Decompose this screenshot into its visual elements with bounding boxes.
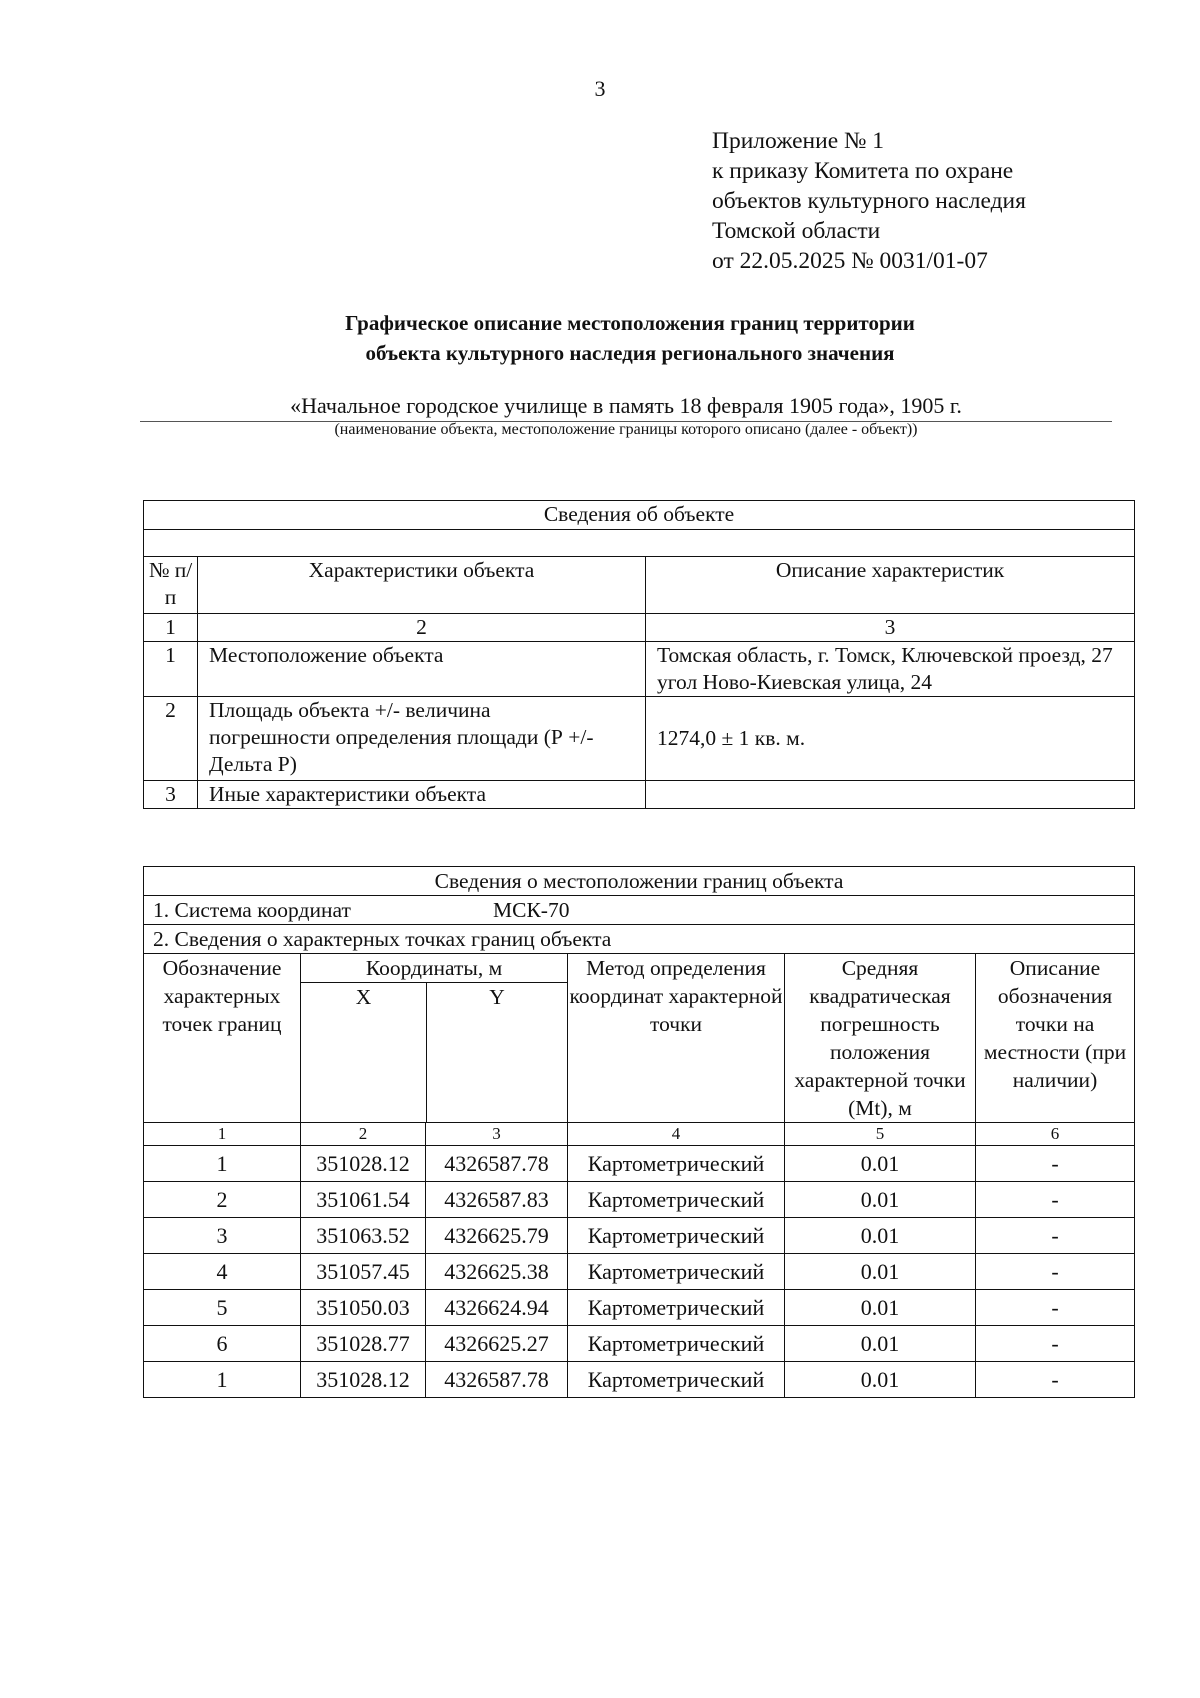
appendix-line: от 22.05.2025 № 0031/01-07 [712,248,988,274]
table-row [144,1182,1135,1218]
column-number: 3 [646,614,1135,642]
row-characteristic: Местоположение объекта [198,642,646,697]
column-number: 4 [568,1123,785,1146]
point-x: 351050.03 [301,1290,426,1326]
row-no: 3 [144,781,198,809]
table-row [144,642,1135,697]
point-description: - [976,1326,1135,1362]
header-coordinates-group [301,954,568,1123]
point-id: 5 [144,1290,301,1326]
column-number: 5 [785,1123,976,1146]
point-description: - [976,1362,1135,1398]
header-coordinates: Координаты, м [301,954,567,983]
document-title [0,308,1200,368]
column-number: 3 [426,1123,568,1146]
point-id: 4 [144,1254,301,1290]
point-x: 351028.12 [301,1146,426,1182]
point-method: Картометрический [568,1326,785,1362]
point-description: - [976,1146,1135,1182]
point-description: - [976,1290,1135,1326]
header-coordinates-sub [301,983,567,1122]
point-id: 6 [144,1326,301,1362]
table-row [144,697,1135,781]
point-error: 0.01 [785,1182,976,1218]
point-id: 1 [144,1362,301,1398]
header-error: Средняя квадратическая погрешность положения характерной точки (Mt), м [785,954,976,1123]
header-designation: Обозначение характерных точек границ [144,954,301,1123]
header-characteristic: Характеристики объекта [198,557,646,614]
object-info-heading: Сведения об объекте [144,501,1135,530]
boundary-points-table [143,866,1135,1398]
points-heading: 2. Сведения о характерных точках границ объекта [144,925,1135,954]
row-no: 2 [144,697,198,781]
point-id: 3 [144,1218,301,1254]
point-x: 351028.77 [301,1326,426,1362]
table-row [144,1326,1135,1362]
header-method: Метод определения координат характерной точки [568,954,785,1123]
point-method: Картометрический [568,1290,785,1326]
point-method: Картометрический [568,1362,785,1398]
page-number: 3 [594,76,606,101]
row-characteristic: Площадь объекта +/- величина погрешности определения площади (Р +/- Дельта Р) [198,697,646,781]
document-title-line-1: Графическое описание местоположения границ территории [345,311,915,335]
point-description: - [976,1218,1135,1254]
coordinate-system-label: 1. Система координат [153,898,351,922]
boundary-heading: Сведения о местоположении границ объекта [144,867,1135,896]
object-info-table [143,500,1135,809]
point-y: 4326587.78 [426,1146,568,1182]
row-description [646,781,1135,809]
row-description: 1274,0 ± 1 кв. м. [646,697,1135,781]
header-y: Y [489,985,505,1009]
point-x: 351057.45 [301,1254,426,1290]
header-point-description: Описание обозначения точки на местности (при наличии) [976,954,1135,1123]
point-description: - [976,1182,1135,1218]
empty-row [144,530,1135,557]
point-y: 4326625.38 [426,1254,568,1290]
column-number: 1 [144,1123,301,1146]
row-description: Томская область, г. Томск, Ключевской проезд, 27 угол Ново-Киевская улица, 24 [646,642,1135,697]
point-y: 4326587.83 [426,1182,568,1218]
appendix-reference [712,126,1026,276]
object-name-caption: (наименование объекта, местоположение границы которого описано (далее - объект)) [334,421,918,438]
point-description: - [976,1254,1135,1290]
coordinate-system-value: МСК-70 [493,898,570,922]
table-row [144,1254,1135,1290]
header-no: № п/п [144,557,198,614]
table-row [144,1218,1135,1254]
column-number: 6 [976,1123,1135,1146]
point-y: 4326625.79 [426,1218,568,1254]
column-number: 2 [301,1123,426,1146]
document-title-line-2: объекта культурного наследия регионального значения [365,341,895,365]
table-row [144,1290,1135,1326]
table-row [144,1146,1135,1182]
coordinate-system-row [144,896,1135,925]
appendix-line: объектов культурного наследия [712,188,1026,214]
appendix-line: к приказу Комитета по охране [712,158,1014,184]
point-error: 0.01 [785,1146,976,1182]
row-characteristic: Иные характеристики объекта [198,781,646,809]
point-error: 0.01 [785,1362,976,1398]
column-number: 2 [198,614,646,642]
point-x: 351061.54 [301,1182,426,1218]
table-row [144,781,1135,809]
point-error: 0.01 [785,1326,976,1362]
column-number: 1 [144,614,198,642]
point-x: 351063.52 [301,1218,426,1254]
point-x: 351028.12 [301,1362,426,1398]
point-error: 0.01 [785,1290,976,1326]
point-y: 4326587.78 [426,1362,568,1398]
point-method: Картометрический [568,1146,785,1182]
header-x: X [301,983,427,1122]
point-id: 1 [144,1146,301,1182]
point-y: 4326625.27 [426,1326,568,1362]
point-method: Картометрический [568,1254,785,1290]
header-description: Описание характеристик [646,557,1135,614]
point-error: 0.01 [785,1254,976,1290]
appendix-line: Томской области [712,218,881,244]
point-id: 2 [144,1182,301,1218]
object-name: «Начальное городское училище в память 18 февраля 1905 года», 1905 г. [140,392,1112,422]
point-y: 4326624.94 [426,1290,568,1326]
row-no: 1 [144,642,198,697]
appendix-line: Приложение № 1 [712,128,885,154]
point-error: 0.01 [785,1218,976,1254]
table-row [144,1362,1135,1398]
point-method: Картометрический [568,1182,785,1218]
point-method: Картометрический [568,1218,785,1254]
